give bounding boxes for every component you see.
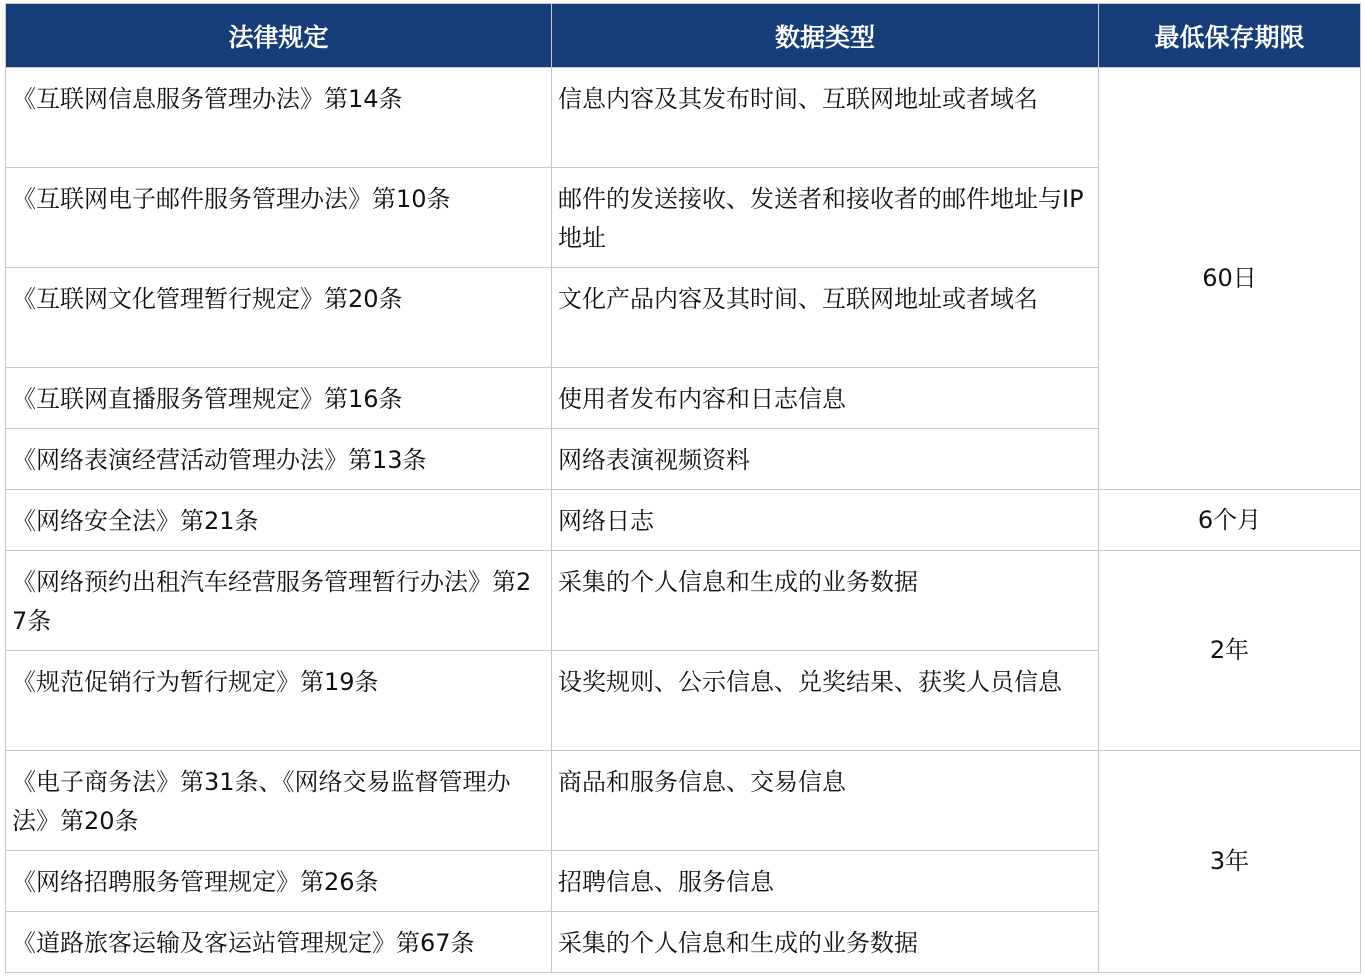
law-cell: 《网络表演经营活动管理办法》第13条 (6, 429, 552, 490)
retention-period-cell: 60日 (1099, 68, 1361, 490)
data-type-cell: 采集的个人信息和生成的业务数据 (552, 551, 1099, 651)
table-row (6, 490, 1361, 551)
table-header-row (6, 4, 1361, 68)
data-type-cell: 使用者发布内容和日志信息 (552, 368, 1099, 429)
retention-period-cell: 6个月 (1099, 490, 1361, 551)
header-min-retention: 最低保存期限 (1099, 4, 1361, 68)
header-law: 法律规定 (6, 4, 552, 68)
data-type-cell: 网络日志 (552, 490, 1099, 551)
table-row (6, 68, 1361, 168)
data-type-cell: 网络表演视频资料 (552, 429, 1099, 490)
data-type-cell: 商品和服务信息、交易信息 (552, 751, 1099, 851)
law-cell: 《互联网直播服务管理规定》第16条 (6, 368, 552, 429)
law-cell: 《互联网电子邮件服务管理办法》第10条 (6, 168, 552, 268)
data-type-cell: 邮件的发送接收、发送者和接收者的邮件地址与IP地址 (552, 168, 1099, 268)
law-cell: 《网络安全法》第21条 (6, 490, 552, 551)
data-type-cell: 信息内容及其发布时间、互联网地址或者域名 (552, 68, 1099, 168)
table-row (6, 551, 1361, 651)
law-cell: 《道路旅客运输及客运站管理规定》第67条 (6, 912, 552, 973)
law-cell: 《网络招聘服务管理规定》第26条 (6, 851, 552, 912)
header-data-type: 数据类型 (552, 4, 1099, 68)
data-type-cell: 文化产品内容及其时间、互联网地址或者域名 (552, 268, 1099, 368)
data-type-cell: 招聘信息、服务信息 (552, 851, 1099, 912)
law-cell: 《电子商务法》第31条、《网络交易监督管理办法》第20条 (6, 751, 552, 851)
table-row (6, 751, 1361, 851)
law-cell: 《规范促销行为暂行规定》第19条 (6, 651, 552, 751)
law-cell: 《互联网信息服务管理办法》第14条 (6, 68, 552, 168)
data-type-cell: 采集的个人信息和生成的业务数据 (552, 912, 1099, 973)
data-type-cell: 设奖规则、公示信息、兑奖结果、获奖人员信息 (552, 651, 1099, 751)
retention-table (5, 3, 1361, 973)
law-cell: 《互联网文化管理暂行规定》第20条 (6, 268, 552, 368)
retention-period-cell: 3年 (1099, 751, 1361, 973)
law-cell: 《网络预约出租汽车经营服务管理暂行办法》第27条 (6, 551, 552, 651)
retention-period-cell: 2年 (1099, 551, 1361, 751)
